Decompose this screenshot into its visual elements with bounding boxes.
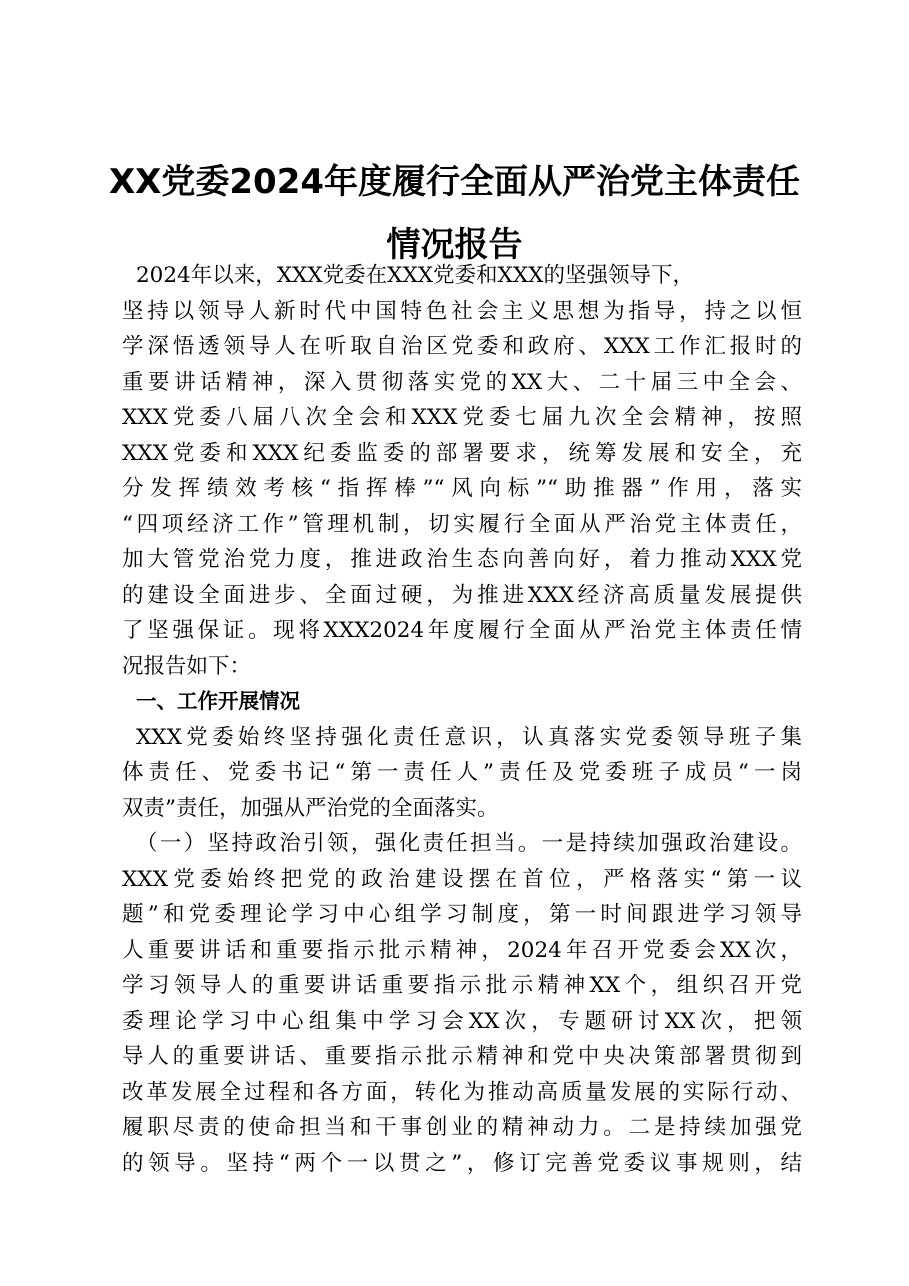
paragraph-line: 了坚强保证。现将XXX2024年度履行全面从严治党主体责任情 bbox=[122, 618, 802, 643]
paragraph-line: 委理论学习中心组集中学习会XX次，专题研讨XX次，把领 bbox=[122, 1008, 802, 1034]
paragraph-line: 人重要讲话和重要指示批示精神，2024年召开党委会XX次， bbox=[122, 937, 802, 963]
paragraph-line: 况报告如下： bbox=[122, 653, 252, 679]
paragraph-line: 分发挥绩效考核“指挥棒”“风向标”“助推器”作用，落实 bbox=[122, 476, 802, 501]
paragraph-line: “四项经济工作”管理机制，切实履行全面从严治党主体责任， bbox=[122, 511, 802, 537]
paragraph-line: 题”和党委理论学习中心组学习制度，第一时间跟进学习领导 bbox=[122, 902, 802, 927]
paragraph-line: 学习领导人的重要讲话重要指示批示精神XX个，组织召开党 bbox=[122, 973, 802, 998]
paragraph-line: 改革发展全过程和各方面，转化为推动高质量发展的实际行动、 bbox=[122, 1079, 802, 1105]
paragraph-line: 导人的重要讲话、重要指示批示精神和党中央决策部署贯彻到 bbox=[122, 1044, 802, 1069]
paragraph-line: 体责任、党委书记“第一责任人”责任及党委班子成员“一岗 bbox=[122, 760, 802, 785]
document-title-line-1: XX党委2024年度履行全面从严治党主体责任 bbox=[108, 162, 801, 202]
paragraph-line: 双责”责任，加强从严治党的全面落实。 bbox=[122, 795, 499, 821]
paragraph-line: 履职尽责的使命担当和干事创业的精神动力。二是持续加强党 bbox=[122, 1115, 802, 1140]
paragraph-line: 加大管党治党力度，推进政治生态向善向好，着力推动XXX党 bbox=[122, 547, 802, 572]
document-title-line-2: 情况报告 bbox=[386, 225, 523, 265]
paragraph-line: 的建设全面进步、全面过硬，为推进XXX经济高质量发展提供 bbox=[122, 582, 802, 608]
paragraph-line: 坚持以领导人新时代中国特色社会主义思想为指导，持之以恒 bbox=[122, 298, 802, 324]
paragraph-line: XXX党委八届八次全会和XXX党委七届九次全会精神，按照 bbox=[122, 405, 802, 430]
paragraph-line: XXX党委始终把党的政治建设摆在首位，严格落实“第一议 bbox=[122, 866, 802, 892]
document-body bbox=[122, 258, 802, 1181]
paragraph-line: XXX党委始终坚持强化责任意识，认真落实党委领导班子集 bbox=[136, 724, 802, 750]
paragraph-line: 的领导。坚持“两个一以贯之”，修订完善党委议事规则，结 bbox=[122, 1150, 802, 1176]
section-heading: 一、工作开展情况 bbox=[136, 689, 300, 713]
paragraph-line: 重要讲话精神，深入贯彻落实党的XX大、二十届三中全会、 bbox=[122, 369, 802, 395]
paragraph-line: XXX党委和XXX纪委监委的部署要求，统筹发展和安全，充 bbox=[122, 440, 802, 466]
paragraph-line: 2024年以来，XXX党委在XXX党委和XXX的坚强领导下， bbox=[136, 263, 694, 288]
subsection-line: （一）坚持政治引领，强化责任担当。一是持续加强政治建设。 bbox=[136, 831, 802, 856]
paragraph-line: 学深悟透领导人在听取自治区党委和政府、XXX工作汇报时的 bbox=[122, 334, 802, 359]
